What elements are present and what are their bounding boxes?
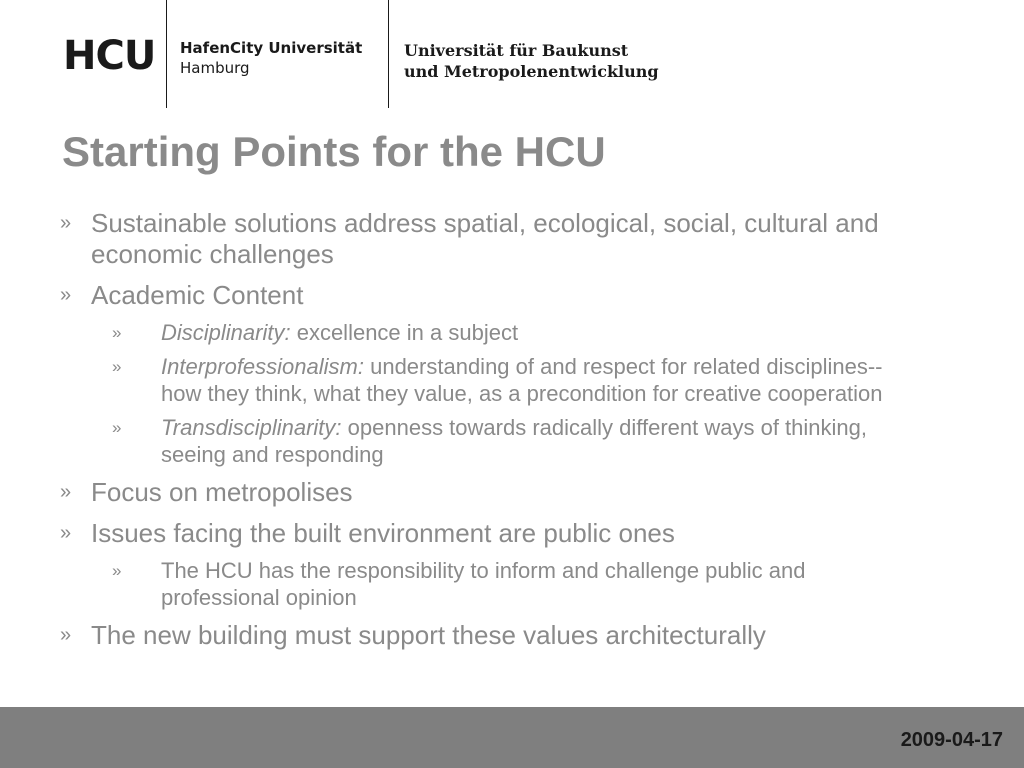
tagline-line: und Metropolenentwicklung — [404, 62, 659, 81]
bullet-item — [60, 518, 980, 549]
bullet-marker: » — [112, 561, 122, 580]
university-tagline — [404, 40, 659, 82]
slide-title: Starting Points for the HCU — [62, 128, 606, 175]
sub-bullet-item — [60, 414, 921, 468]
bullet-marker: » — [60, 481, 72, 503]
bullet-text: Academic Content — [91, 280, 304, 310]
university-name-block — [180, 38, 362, 78]
bullet-text: openness towards radically different ways of thinking, seeing and responding — [161, 415, 867, 467]
tagline-line: Universität für Baukunst — [404, 41, 629, 60]
bullet-item — [60, 477, 980, 508]
bullet-term: Disciplinarity: — [161, 320, 291, 345]
header-divider — [166, 0, 167, 108]
sub-bullet-item — [60, 557, 921, 611]
university-name: HafenCity Universität — [180, 39, 363, 57]
sub-bullet-item — [60, 353, 921, 407]
bullet-marker: » — [112, 418, 122, 437]
bullet-text: The HCU has the responsibility to inform and challenge public and professional opinion — [161, 558, 806, 610]
university-city: Hamburg — [180, 59, 250, 77]
bullet-text: The new building must support these values architecturally — [91, 620, 766, 650]
bullet-text: Sustainable solutions address spatial, ecological, social, cultural and economic challenges — [91, 208, 879, 269]
footer-date: 2009-04-17 — [900, 729, 1003, 751]
bullet-text: Issues facing the built environment are public ones — [91, 518, 675, 548]
bullet-marker: » — [60, 212, 72, 234]
bullet-term: Transdisciplinarity: — [161, 415, 342, 440]
bullet-item — [60, 620, 980, 651]
header-divider — [388, 0, 389, 108]
bullet-text: Focus on metropolises — [91, 477, 353, 507]
bullet-item — [60, 208, 980, 270]
bullet-term: Interprofessionalism: — [161, 354, 364, 379]
bullet-marker: » — [60, 284, 72, 306]
footer-bar — [0, 707, 1024, 768]
bullet-marker: » — [112, 323, 122, 342]
sub-bullet-item — [60, 319, 921, 346]
bullet-marker: » — [60, 624, 72, 646]
slide-content — [60, 208, 980, 661]
bullet-text: excellence in a subject — [290, 320, 519, 345]
bullet-text: understanding of and respect for related disciplines--how they think, what they value, as a precondition for creative cooperation — [161, 354, 883, 406]
bullet-item — [60, 280, 980, 311]
bullet-marker: » — [112, 357, 122, 376]
hcu-logo: HCU — [63, 33, 156, 79]
bullet-marker: » — [60, 522, 72, 544]
